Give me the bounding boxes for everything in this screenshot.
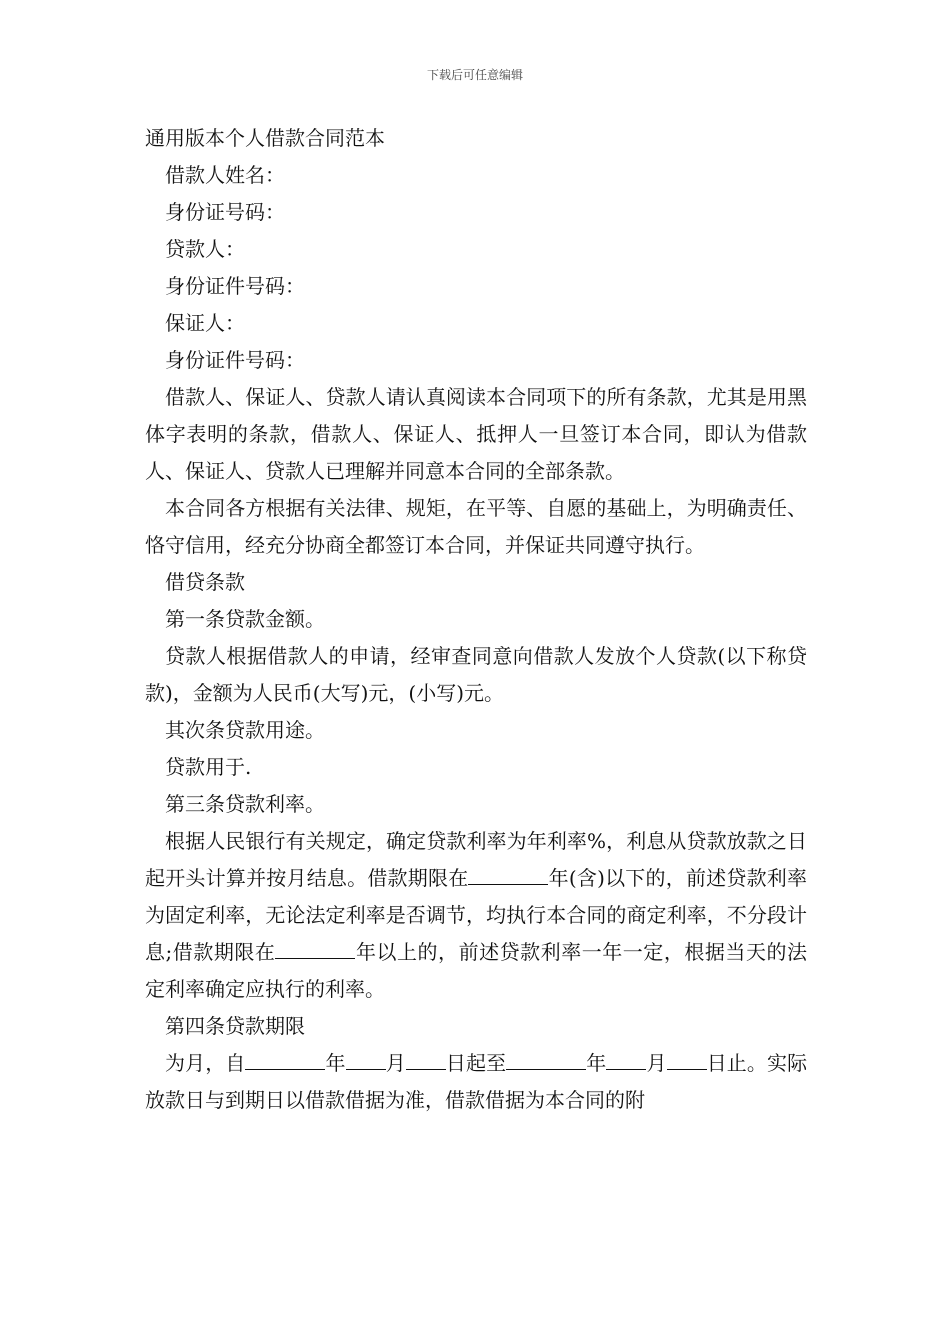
article4-text-segment: 年 — [586, 1051, 607, 1075]
document-title: 通用版本个人借款合同范本 — [145, 126, 385, 150]
blank-line — [275, 936, 355, 959]
field-borrower-id: 身份证号码： — [165, 200, 285, 224]
field-lender-id: 身份证件号码： — [165, 274, 305, 298]
article4-text-segment: 月 — [385, 1051, 406, 1075]
article4-text-segment: 日起至 — [445, 1051, 507, 1075]
field-guarantor: 保证人： — [165, 311, 245, 335]
article3-text-part1: 根据人民银行有关规定，确定贷款利率为年利率%，利息从贷款放款之日起开头计算并按月结息。借款期限在 — [145, 829, 807, 890]
blank-line — [468, 862, 548, 885]
article3-text-part3: 年以上的，前述贷款利率一年一定，根据当天的法定利率确定应执行的利率。 — [145, 940, 807, 1001]
intro-paragraph: 借款人、保证人、贷款人请认真阅读本合同项下的所有条款，尤其是用黑体字表明的条款，借款人、保证人、抵押人一旦签订本合同，即认为借款人、保证人、贷款人已理解并同意本合同的全部条款。 — [145, 385, 807, 483]
field-borrower-name: 借款人姓名： — [165, 163, 285, 187]
blank-line — [667, 1047, 707, 1070]
page-header: 下载后可任意编辑 — [426, 68, 523, 82]
article4-text-segment: 年 — [325, 1051, 346, 1075]
article2-title: 其次条贷款用途。 — [165, 718, 325, 742]
article4-text-segment: 为月，自 — [165, 1051, 246, 1075]
article4-text — [145, 1045, 807, 1119]
article1-text: 贷款人根据借款人的申请，经审查同意向借款人发放个人贷款(以下称贷款)，金额为人民币(大写)元，(小写)元。 — [145, 644, 807, 705]
section-title: 借贷条款 — [165, 570, 245, 594]
article3-text — [145, 823, 807, 1008]
article3-title: 第三条贷款利率。 — [165, 792, 325, 816]
blank-line — [346, 1047, 386, 1070]
blank-line — [606, 1047, 646, 1070]
article3-text-part2: 年(含)以下的，前述贷款利率为固定利率，无论法定利率是否调节，均执行本合同的商定利率，不分段计息;借款期限在 — [145, 866, 808, 964]
article2-text: 贷款用于. — [165, 755, 252, 779]
blank-line — [406, 1047, 446, 1070]
blank-line — [506, 1047, 586, 1070]
blank-line — [245, 1047, 325, 1070]
article4-text-segment: 日止。实际放款日与到期日以借款借据为准，借款借据为本合同的附 — [145, 1051, 808, 1112]
document-body — [145, 120, 807, 1119]
field-guarantor-id: 身份证件号码： — [165, 348, 305, 372]
field-lender: 贷款人： — [165, 237, 245, 261]
parties-paragraph: 本合同各方根据有关法律、规矩，在平等、自愿的基础上，为明确责任、恪守信用，经充分协商全都签订本合同，并保证共同遵守执行。 — [145, 496, 807, 557]
article4-title: 第四条贷款期限 — [165, 1014, 305, 1038]
article1-title: 第一条贷款金额。 — [165, 607, 325, 631]
article4-text-segment: 月 — [646, 1051, 667, 1075]
